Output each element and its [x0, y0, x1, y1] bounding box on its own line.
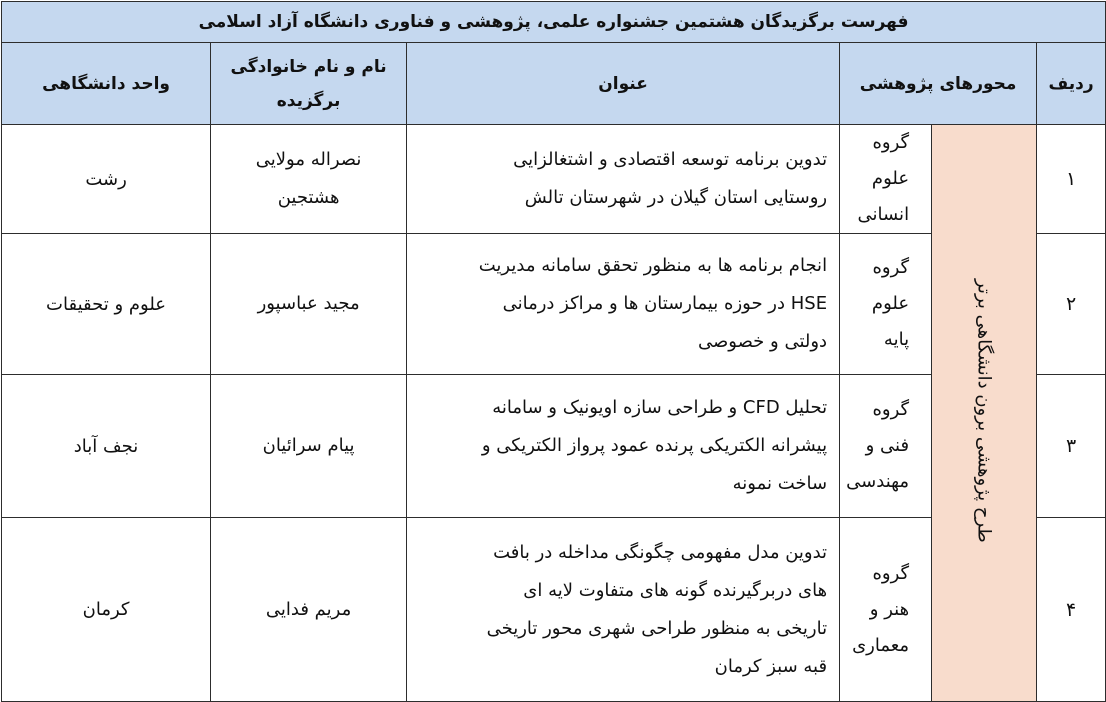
university-unit: علوم و تحقیقات — [2, 234, 211, 375]
university-unit: کرمان — [2, 518, 211, 702]
axis-line: معماری — [852, 634, 910, 656]
subject-line: تحلیل CFD و طراحی سازه اویونیک و سامانه — [492, 397, 828, 418]
subject-cell — [407, 375, 840, 518]
row-number: ۱ — [1037, 125, 1106, 234]
subject-line: تدوین مدل مفهومی چگونگی مداخله در بافت — [493, 541, 828, 563]
table-title: فهرست برگزیدگان هشتمین جشنواره علمی، پژوهشی و فناوری دانشگاه آزاد اسلامی — [2, 2, 1106, 43]
winner-name — [211, 375, 407, 518]
header-winner-line-2: برگزیده — [276, 90, 341, 111]
row-number: ۲ — [1037, 234, 1106, 375]
subject-cell — [407, 234, 840, 375]
subject-line: انجام برنامه ها به منظور تحقق سامانه مدیریت — [478, 255, 828, 276]
axis-line: گروه علوم — [871, 132, 910, 189]
subject-line: دولتی و خصوصی — [697, 331, 828, 352]
subject-line: های دربرگیرنده گونه های متفاوت لایه ای — [523, 579, 828, 601]
name-line: نصراله مولایی — [255, 149, 362, 170]
subject-line: پیشرانه الکتریکی پرنده عمود پرواز الکتریکی و — [481, 435, 828, 456]
axis-line: گروه علوم پایه — [871, 257, 910, 350]
subject-line: روستایی استان گیلان در شهرستان تالش — [524, 187, 828, 208]
winner-name — [211, 234, 407, 375]
research-axis — [840, 518, 932, 702]
research-axis — [840, 234, 932, 375]
name-line: هشتجین — [277, 187, 340, 208]
university-unit: نجف آباد — [2, 375, 211, 518]
winner-name — [211, 125, 407, 234]
winner-name — [211, 518, 407, 702]
category-label: طرح پژوهشی برون دانشگاهی برتر — [973, 279, 995, 543]
name-line: پیام سرائیان — [262, 435, 355, 456]
axis-line: گروه فنی و — [865, 399, 910, 456]
subject-line: ساخت نمونه — [732, 473, 828, 494]
name-line: مریم فدایی — [265, 598, 352, 620]
subject-line: تاریخی به منظور طراحی شهری محور تاریخی — [486, 617, 828, 639]
subject-line: HSE در حوزه بیمارستان ها و مراکز درمانی — [502, 293, 828, 314]
header-row — [2, 43, 1106, 125]
header-row-number: ردیف — [1037, 43, 1106, 125]
header-winner-line-1: نام و نام خانوادگی — [230, 56, 387, 77]
header-winner-name — [211, 43, 407, 125]
row-number: ۴ — [1037, 518, 1106, 702]
row-number: ۳ — [1037, 375, 1106, 518]
research-axis — [840, 125, 932, 234]
category-cell — [932, 125, 1037, 702]
winners-table — [1, 1, 1106, 702]
header-subject: عنوان — [407, 43, 840, 125]
subject-cell — [407, 518, 840, 702]
table-row — [2, 125, 1106, 234]
subject-cell — [407, 125, 840, 234]
research-axis — [840, 375, 932, 518]
header-university-unit: واحد دانشگاهی — [2, 43, 211, 125]
axis-line: انسانی — [857, 204, 910, 225]
name-line: مجید عباسپور — [257, 293, 360, 314]
axis-line: مهندسی — [846, 471, 910, 492]
header-research-axes: محورهای پژوهشی — [840, 43, 1037, 125]
subject-line: تدوین برنامه توسعه اقتصادی و اشتغالزایی — [513, 149, 828, 170]
university-unit: رشت — [2, 125, 211, 234]
subject-line: قبه سبز کرمان — [714, 655, 828, 677]
title-row — [2, 2, 1106, 43]
axis-line: گروه هنر و — [869, 562, 910, 620]
